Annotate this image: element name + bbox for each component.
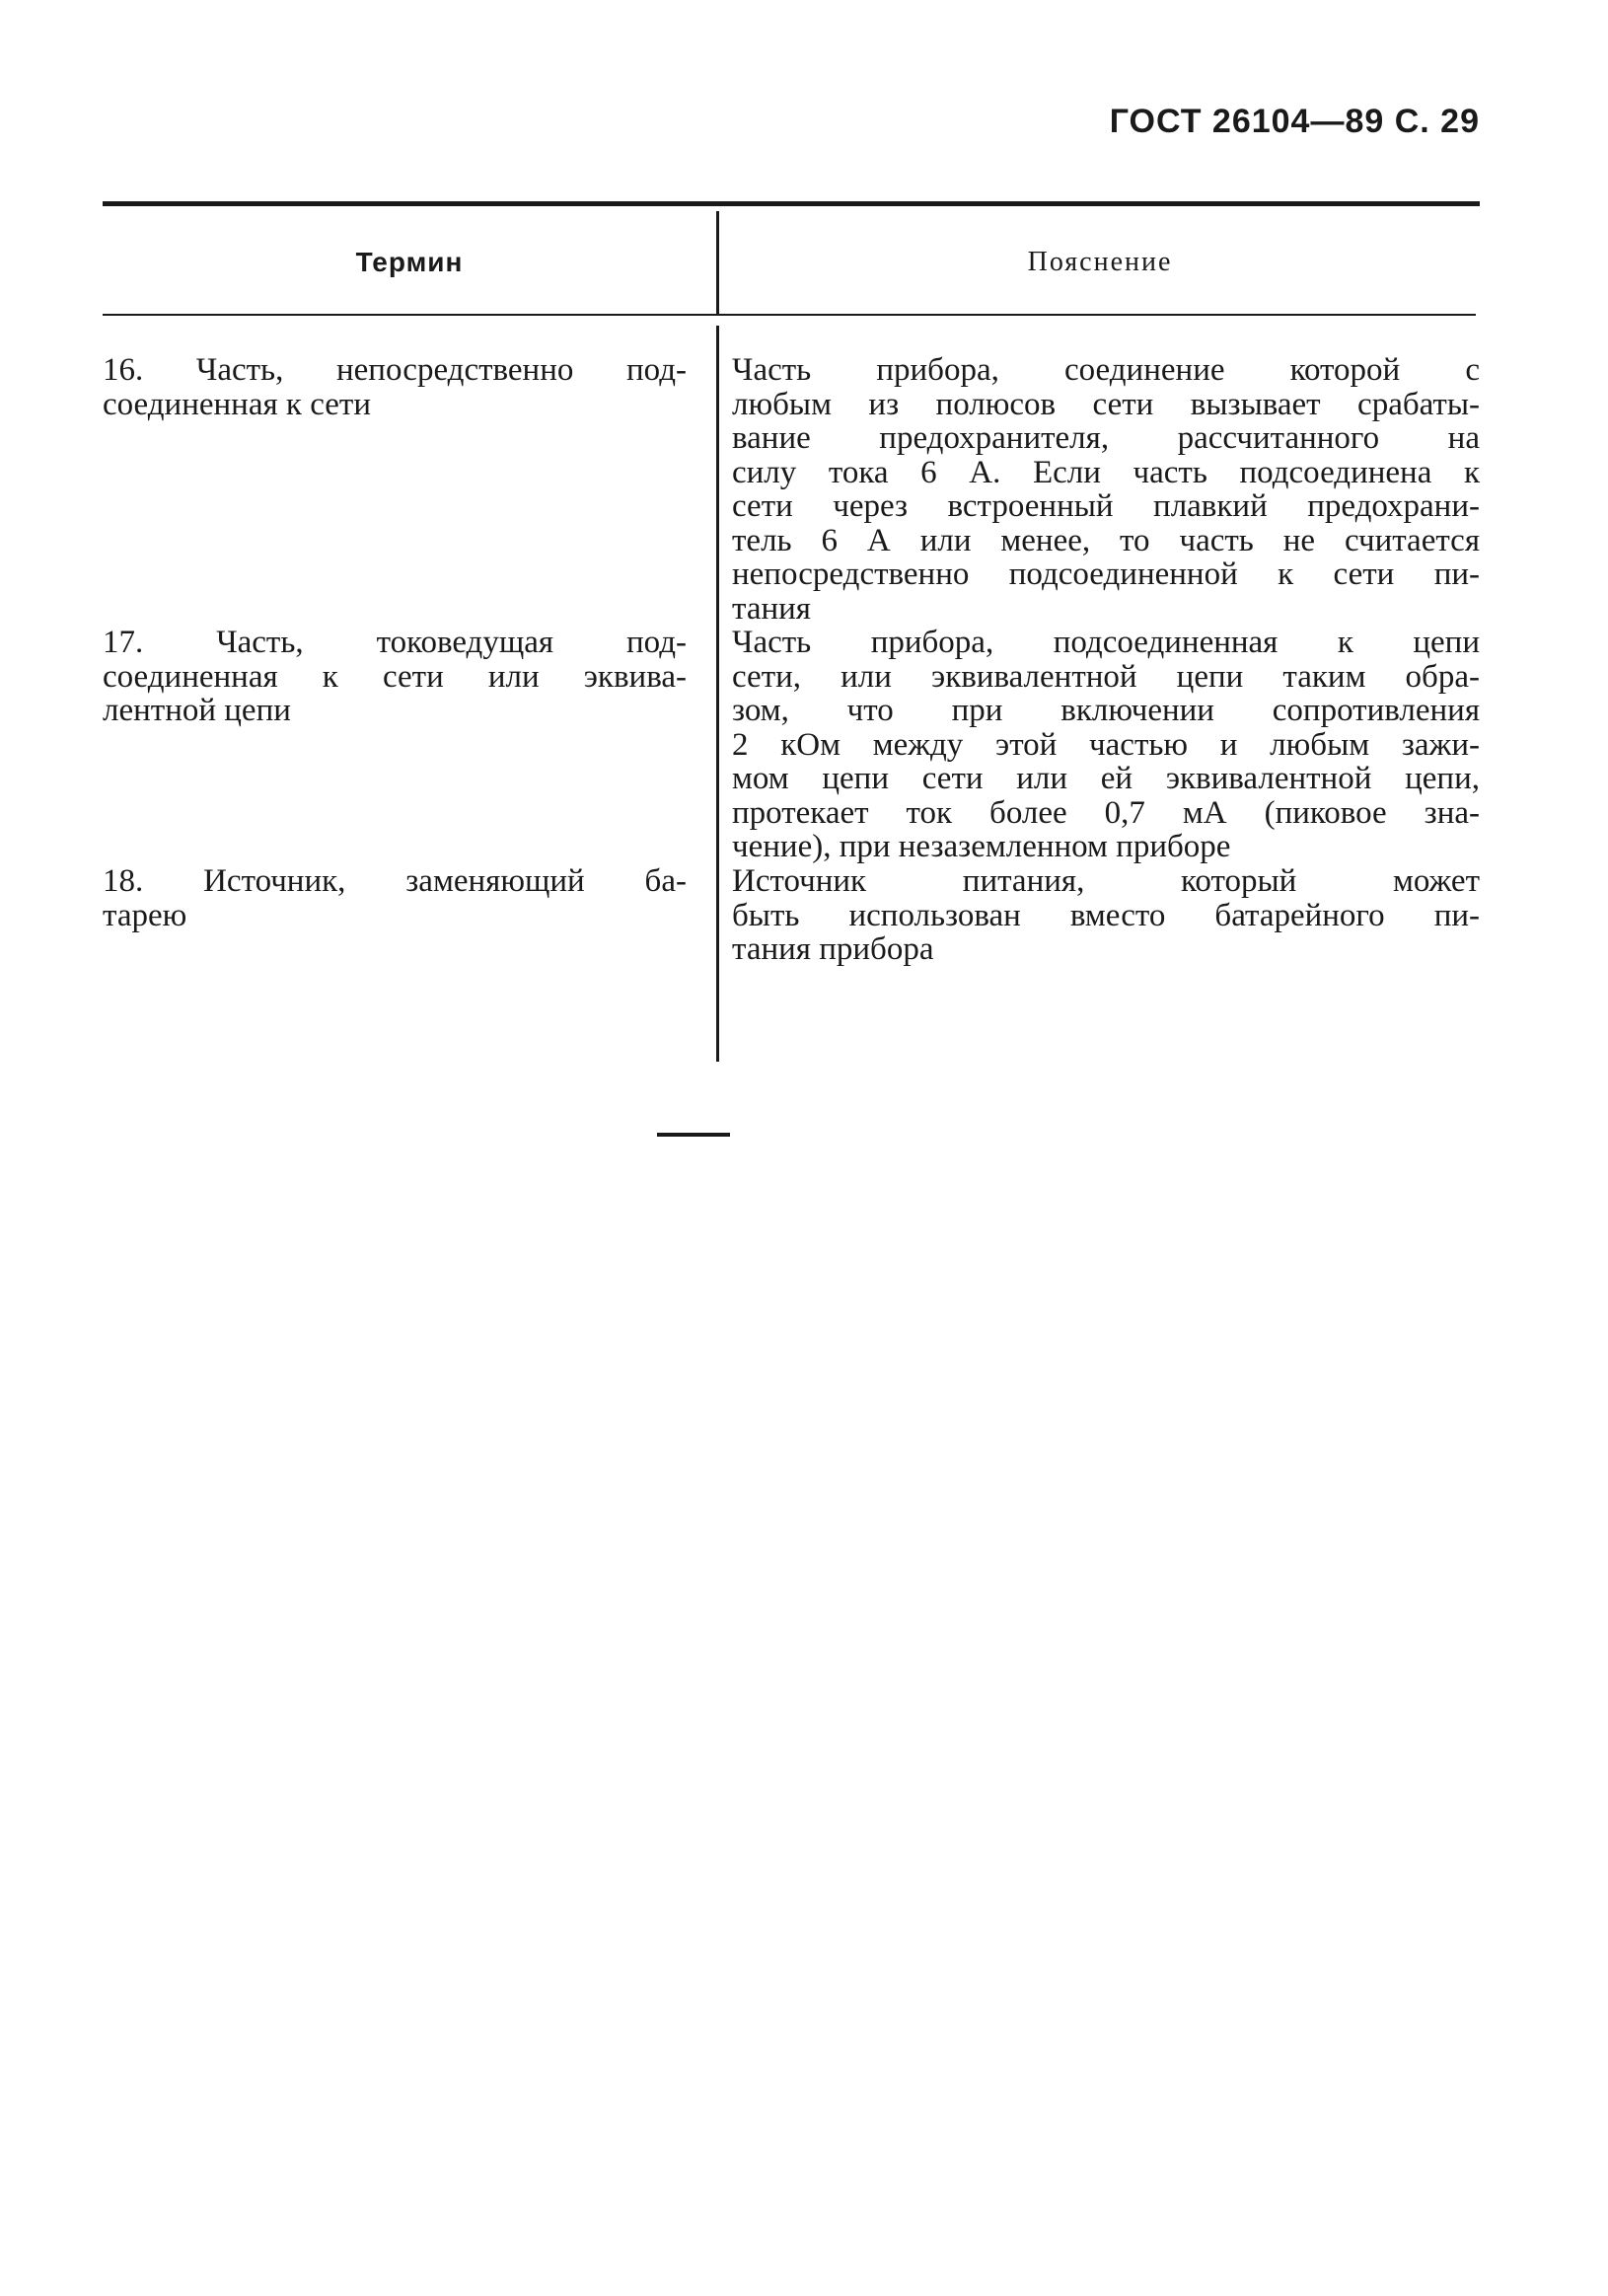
header-column-divider xyxy=(716,211,719,314)
explanation-line: Часть прибора, соединение которой с xyxy=(732,352,1480,388)
header-bottom-rule xyxy=(103,314,1476,316)
page-header: ГОСТ 26104—89 С. 29 xyxy=(1109,103,1480,140)
explanation-line: 2 кОм между этой частью и любым зажи- xyxy=(732,726,1480,763)
body-column-divider xyxy=(716,326,719,1062)
explanation-line: тания xyxy=(732,590,811,627)
explanation-line: тель 6 А или менее, то часть не считается xyxy=(732,522,1480,558)
explanation-line: силу тока 6 А. Если часть подсоединена к xyxy=(732,454,1480,490)
explanation-line: любым из полюсов сети вызывает срабаты- xyxy=(732,386,1480,422)
term-line: соединенная к сети или эквива- xyxy=(103,658,687,695)
explanation-line: тания прибора xyxy=(732,931,934,967)
term-line: 17. Часть, токоведущая под- xyxy=(103,625,687,660)
explanation-line: чение), при незаземленном приборе xyxy=(732,829,1231,864)
term-cell-17 xyxy=(103,626,687,728)
explanation-line: сети, или эквивалентной цепи таким обра- xyxy=(732,658,1480,695)
table-top-rule xyxy=(103,201,1480,206)
explanation-line: мом цепи сети или ей эквивалентной цепи, xyxy=(732,761,1480,796)
explanation-line: зом, что при включении сопротивления xyxy=(732,693,1480,728)
explanation-line: сети через встроенный плавкий предохрани- xyxy=(732,488,1480,524)
end-of-page-dash xyxy=(657,1133,730,1137)
explanation-line: вание предохранителя, рассчитанного на xyxy=(732,420,1480,456)
explanation-cell-17 xyxy=(732,626,1480,864)
explanation-line: Источник питания, который может xyxy=(732,863,1480,899)
explanation-cell-16 xyxy=(732,353,1480,626)
column-header-term: Термин xyxy=(355,247,464,277)
term-line: лентной цепи xyxy=(103,693,291,728)
term-line: 16. Часть, непосредственно под- xyxy=(103,352,687,388)
explanation-line: протекает ток более 0,7 мА (пиковое зна- xyxy=(732,794,1480,831)
term-line: тарею xyxy=(103,897,187,933)
explanation-line: быть использован вместо батарейного пи- xyxy=(732,897,1480,933)
explanation-cell-18 xyxy=(732,864,1480,967)
term-cell-16 xyxy=(103,353,687,421)
term-line: соединенная к сети xyxy=(103,386,371,422)
column-header-explanation: Пояснение xyxy=(1027,247,1173,277)
term-line: 18. Источник, заменяющий ба- xyxy=(103,863,687,899)
explanation-line: Часть прибора, подсоединенная к цепи xyxy=(732,625,1480,660)
explanation-line: непосредственно подсоединенной к сети пи- xyxy=(732,556,1480,592)
term-cell-18 xyxy=(103,864,687,932)
